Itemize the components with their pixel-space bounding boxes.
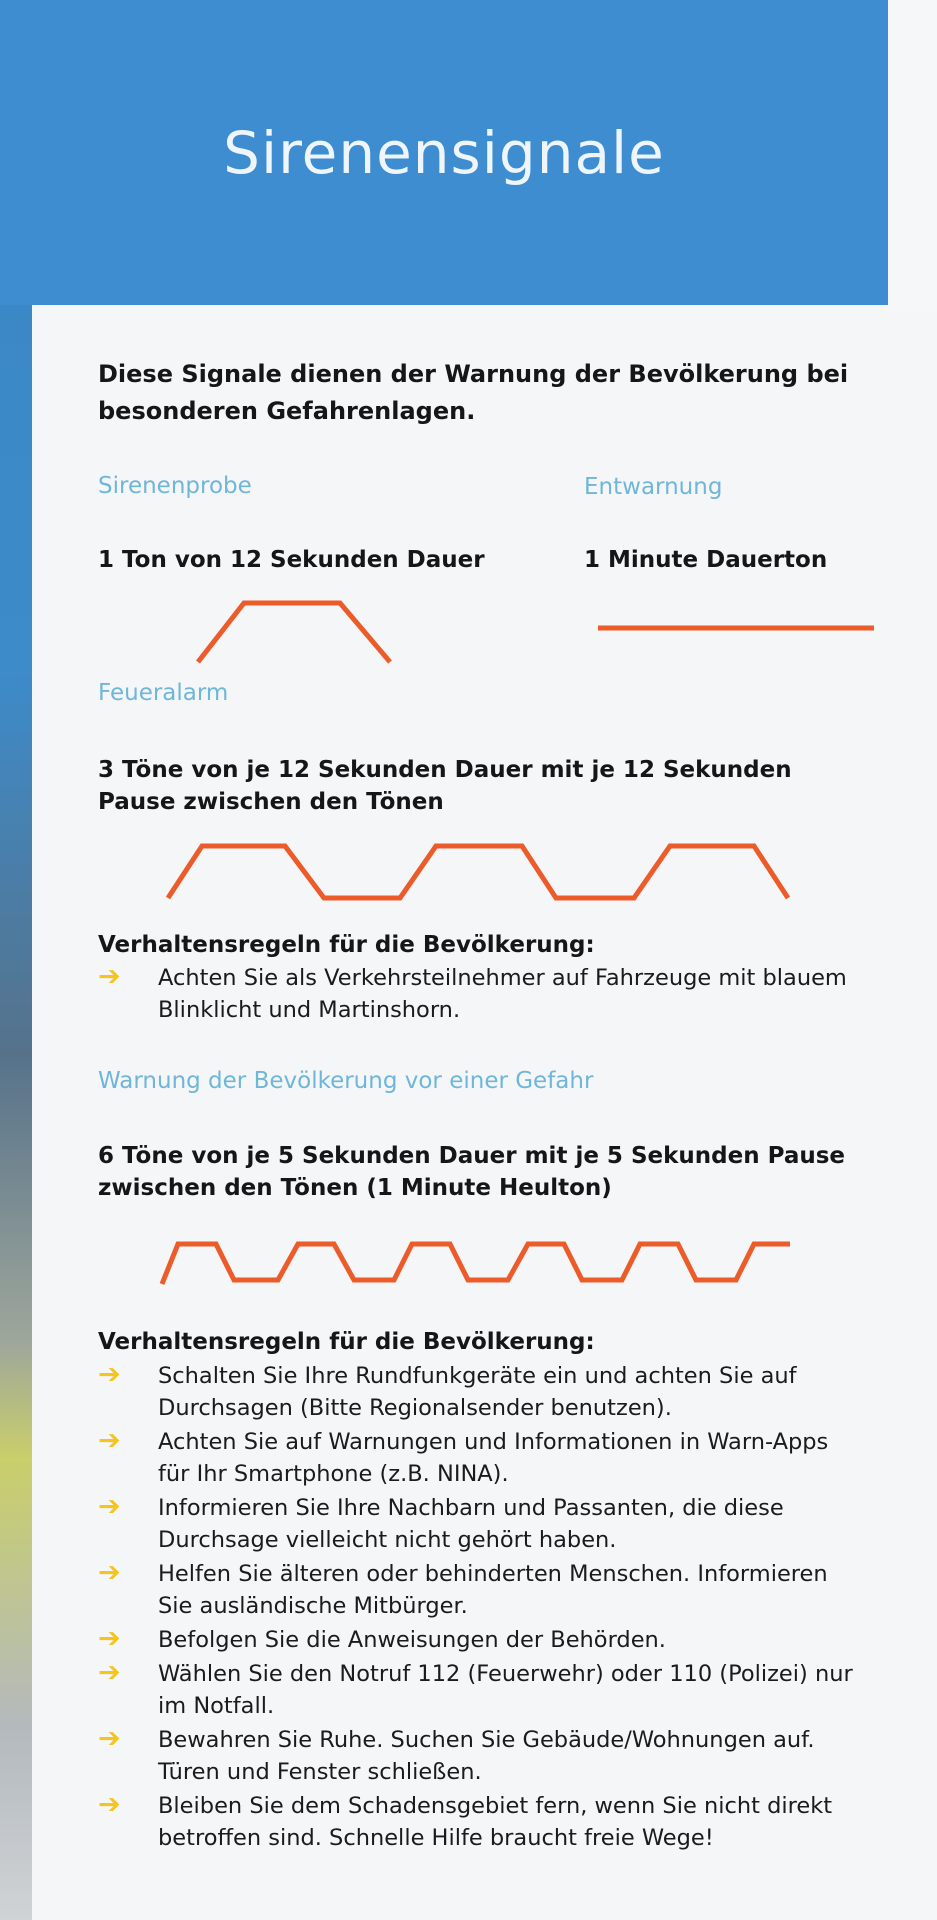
entwarnung-description: 1 Minute Dauerton <box>584 547 828 573</box>
rule-text: Informieren Sie Ihre Nachbarn und Passanten, die diese Durchsage vielleicht nicht gehört haben. <box>158 1495 784 1553</box>
rule-text: Befolgen Sie die Anweisungen der Behörden. <box>158 1627 666 1653</box>
feueralarm-signal-graph <box>160 838 800 904</box>
warnung-rules-title: Verhaltensregeln für die Bevölkerung: <box>98 1329 595 1355</box>
rule-text: Achten Sie als Verkehrsteilnehmer auf Fahrzeuge mit blauem Blinklicht und Martinshorn. <box>158 965 847 1023</box>
list-item <box>98 1426 858 1490</box>
list-item <box>98 1790 858 1854</box>
rule-text: Bewahren Sie Ruhe. Suchen Sie Gebäude/Wohnungen auf. Türen und Fenster schließen. <box>158 1727 815 1785</box>
warnung-description: 6 Töne von je 5 Sekunden Dauer mit je 5 Sekunden Pause zwischen den Tönen (1 Minute Heulton) <box>98 1143 846 1201</box>
intro-text: Diese Signale dienen der Warnung der Bevölkerung bei besonderen Gefahrenlagen. <box>98 360 849 425</box>
feueralarm-heading: Feueralarm <box>98 680 229 706</box>
rule-text: Schalten Sie Ihre Rundfunkgeräte ein und achten Sie auf Durchsagen (Bitte Regionalsender benutzen). <box>158 1363 797 1421</box>
rule-text: Wählen Sie den Notruf 112 (Feuerwehr) oder 110 (Polizei) nur im Notfall. <box>158 1661 853 1719</box>
list-item <box>98 962 858 1026</box>
warnung-heading: Warnung der Bevölkerung vor einer Gefahr <box>98 1068 594 1094</box>
arrow-right-icon: ➔ <box>98 1789 121 1820</box>
warnung-rules-list <box>98 1360 858 1856</box>
arrow-right-icon: ➔ <box>98 1359 121 1390</box>
feueralarm-description: 3 Töne von je 12 Sekunden Dauer mit je 12 Sekunden Pause zwischen den Tönen <box>98 757 792 815</box>
header-banner <box>0 0 888 305</box>
arrow-right-icon: ➔ <box>98 1491 121 1522</box>
list-item <box>98 1558 858 1622</box>
page-title: Sirenensignale <box>223 118 665 187</box>
list-item <box>98 1492 858 1556</box>
sirenenprobe-signal-line <box>198 603 390 662</box>
page-right-margin <box>888 0 937 310</box>
warnung-signal-graph <box>156 1238 796 1286</box>
arrow-right-icon: ➔ <box>98 1657 121 1688</box>
list-item <box>98 1360 858 1424</box>
arrow-right-icon: ➔ <box>98 1623 121 1654</box>
feueralarm-signal-line <box>168 846 788 898</box>
sirenenprobe-heading: Sirenenprobe <box>98 473 252 499</box>
feueralarm-rules-title: Verhaltensregeln für die Bevölkerung: <box>98 932 595 958</box>
list-item <box>98 1624 858 1656</box>
arrow-right-icon: ➔ <box>98 961 121 992</box>
warnung-signal-line <box>162 1244 790 1284</box>
rule-text: Achten Sie auf Warnungen und Informationen in Warn-Apps für Ihr Smartphone (z.B. NINA). <box>158 1429 829 1487</box>
arrow-right-icon: ➔ <box>98 1723 121 1754</box>
sirenenprobe-description: 1 Ton von 12 Sekunden Dauer <box>98 547 485 573</box>
feueralarm-rules-list <box>98 962 858 1028</box>
list-item <box>98 1658 858 1722</box>
sirenenprobe-signal-graph <box>190 594 400 666</box>
list-item <box>98 1724 858 1788</box>
entwarnung-signal-graph <box>596 620 876 636</box>
rule-text: Helfen Sie älteren oder behinderten Menschen. Informieren Sie ausländische Mitbürger. <box>158 1561 828 1619</box>
arrow-right-icon: ➔ <box>98 1425 121 1456</box>
entwarnung-heading: Entwarnung <box>584 474 723 500</box>
arrow-right-icon: ➔ <box>98 1557 121 1588</box>
rule-text: Bleiben Sie dem Schadensgebiet fern, wenn Sie nicht direkt betroffen sind. Schnelle Hilfe braucht freie Wege! <box>158 1793 833 1851</box>
